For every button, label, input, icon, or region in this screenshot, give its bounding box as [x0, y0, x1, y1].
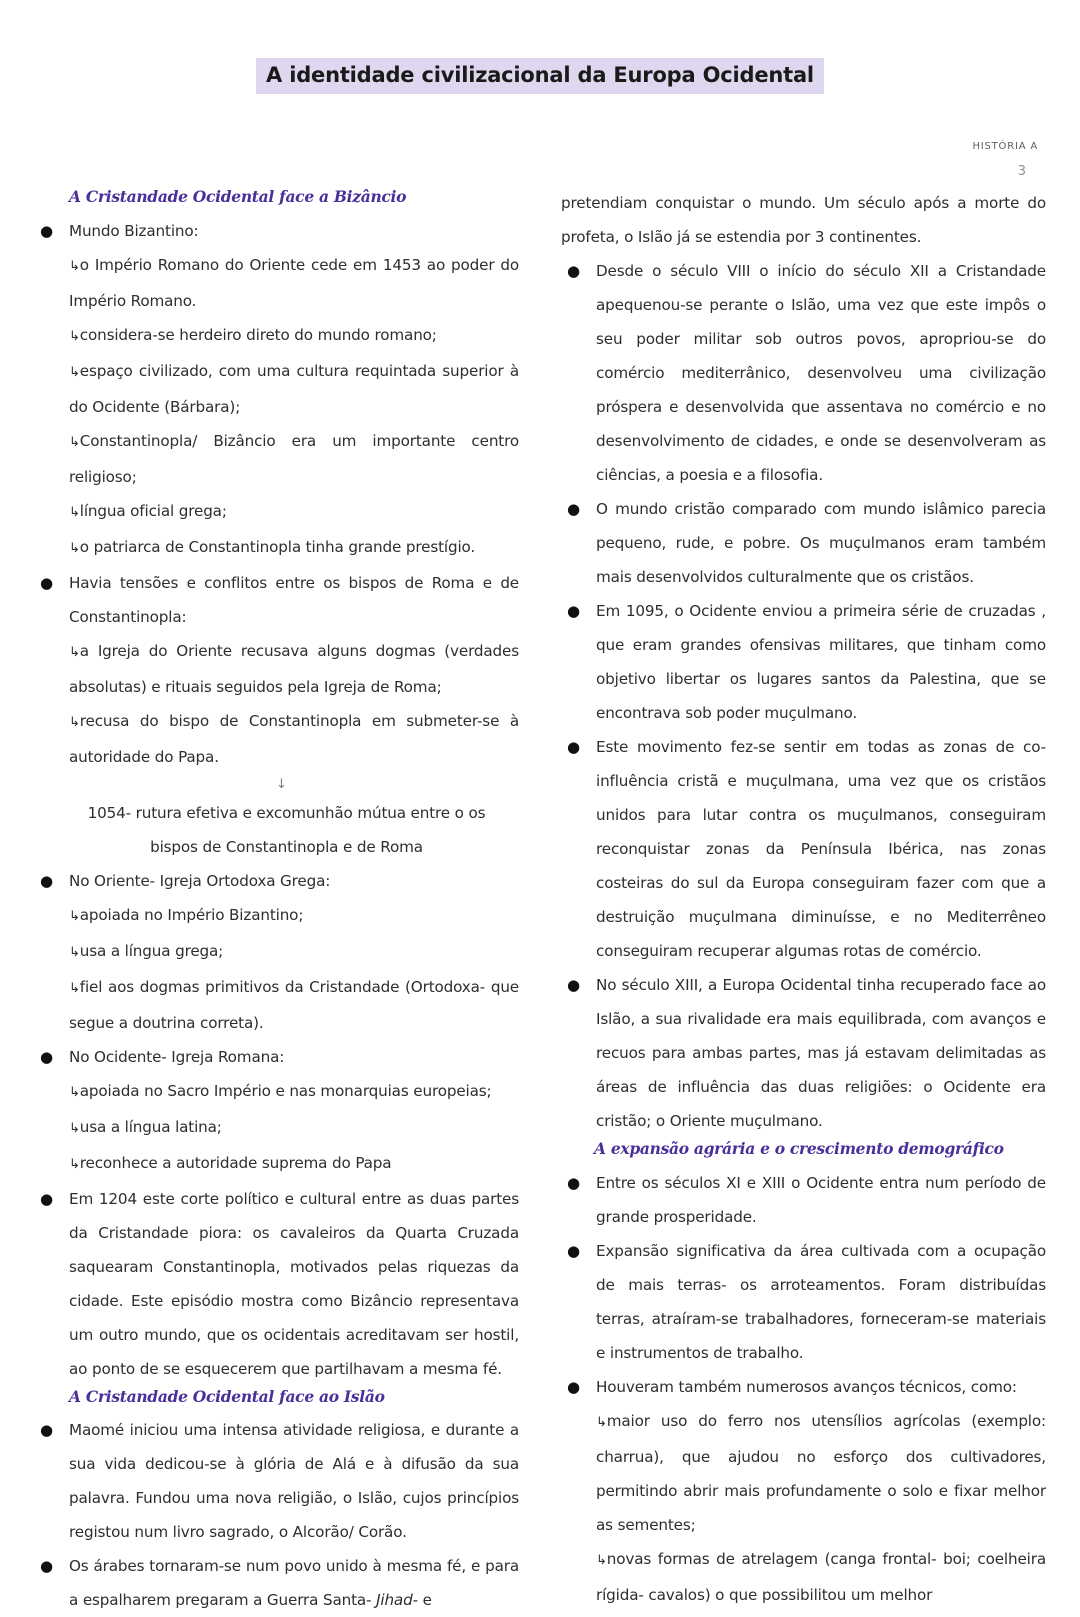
- running-header: [738, 141, 1038, 179]
- bullet-item: [34, 1549, 519, 1617]
- sub-arrow-icon: ↳: [69, 908, 80, 924]
- bullet-dot-icon: ●: [567, 262, 581, 280]
- sub-bullet-item: [69, 898, 519, 934]
- bullet-dot-icon: ●: [567, 1241, 581, 1260]
- bullet-dot-icon: ●: [40, 221, 54, 240]
- bullet-item: [561, 594, 1046, 730]
- bullet-item: [561, 1166, 1046, 1234]
- bullet-dot-icon: ●: [40, 871, 54, 890]
- sub-arrow-icon: ↳: [69, 644, 80, 660]
- bullet-text: Em 1095, o Ocidente enviou a primeira série de cruzadas , que eram grandes ofensivas militares, que tinham como objetivo libertar os lugares santos da Palestina, que se encontrava sob poder muçulmano.: [596, 602, 1046, 722]
- sub-arrow-icon: ↳: [69, 328, 80, 344]
- sub-bullet-text: apoiada no Sacro Império e nas monarquias europeias;: [79, 1081, 492, 1100]
- left-column: [34, 186, 519, 1617]
- sub-bullet-item: [69, 424, 519, 494]
- bullet-dot-icon: ●: [40, 1047, 54, 1066]
- sub-arrow-icon: ↳: [69, 944, 80, 960]
- sub-arrow-icon: ↳: [69, 434, 80, 450]
- sub-bullet-item: [596, 1404, 1046, 1542]
- two-column-body: [34, 186, 1046, 1617]
- sub-arrow-icon: ↳: [69, 364, 80, 380]
- centered-note: 1054- rutura efetiva e excomunhão mútua entre o os bispos de Constantinopla e de Roma: [87, 803, 486, 856]
- sub-bullet-text: novas formas de atrelagem (canga frontal- boi; coelheira rígida- cavalos) o que possibilitou um melhor: [596, 1549, 1046, 1604]
- sub-bullet-item: [69, 970, 519, 1040]
- bullet-dot-icon: ●: [40, 1557, 54, 1576]
- bullet-text-italic-term: Jihad: [376, 1591, 413, 1610]
- sub-bullet-item: [69, 530, 519, 566]
- bullet-dot-icon: ●: [567, 602, 581, 620]
- sub-bullet-text: usa a língua grega;: [79, 941, 224, 960]
- section-heading-cristandade-bizancio: A Cristandade Ocidental face a Bizâncio: [69, 187, 407, 206]
- bullet-item: [561, 492, 1046, 594]
- bullet-item: [561, 968, 1046, 1138]
- sub-bullet-text: fiel aos dogmas primitivos da Cristandade (Ortodoxa- que segue a doutrina correta).: [69, 977, 519, 1032]
- bullet-dot-icon: ●: [40, 1421, 54, 1440]
- right-column: [561, 186, 1046, 1617]
- sub-arrow-icon: ↳: [69, 540, 80, 556]
- sub-bullet-item: [69, 354, 519, 424]
- sub-bullet-item: [69, 634, 519, 704]
- sub-bullet-text: recusa do bispo de Constantinopla em submeter-se à autoridade do Papa.: [69, 711, 519, 766]
- sub-arrow-icon: ↳: [69, 1084, 80, 1100]
- section-heading-expansao-agraria: A expansão agrária e o crescimento demográfico: [594, 1139, 1004, 1158]
- bullet-text: Em 1204 este corte político e cultural entre as duas partes da Cristandade piora: os cavaleiros da Quarta Cruzada saquearam Constantinopla, motivados pelas riquezas da cidade. Este episódio mostra como Bizâncio representava um outro mundo, que os ocidentais acreditavam ser hostil, ao ponto de se esquecerem que partilhavam a mesma fé.: [69, 1189, 519, 1378]
- bullet-text: Entre os séculos XI e XIII o Ocidente entra num período de grande prosperidade.: [596, 1173, 1046, 1226]
- sub-bullet-item: [596, 1542, 1046, 1612]
- bullet-text: No século XIII, a Europa Ocidental tinha recuperado face ao Islão, a sua rivalidade era mais equilibrada, com avanços e recuos para ambas partes, mas já estavam delimitadas as áreas de influência das duas religiões: o Ocidente era cristão; o Oriente muçulmano.: [596, 976, 1046, 1130]
- bullet-item: [34, 1040, 519, 1074]
- sub-bullet-text: maior uso do ferro nos utensílios agrícolas (exemplo: charrua), que ajudou no esforço dos cultivadores, permitindo abrir mais profundamente o solo e fixar melhor as sementes;: [596, 1411, 1046, 1534]
- sub-arrow-icon: ↳: [69, 1120, 80, 1136]
- bullet-item: [34, 1182, 519, 1386]
- bullet-text: Este movimento fez-se sentir em todas as zonas de co-influência cristã e muçulmana, uma vez que os cristãos unidos para lutar contra os muçulmanos, conseguiram reconquistar zonas da Península Ibérica, nas zonas costeiras do sul da Europa conseguiram fazer com que a destruição muçulmana diminuísse, e no Mediterrêneo conseguiram recuperar algumas rotas de comércio.: [596, 738, 1046, 960]
- bullet-item: [561, 730, 1046, 968]
- sub-arrow-icon: ↳: [69, 258, 80, 274]
- course-label: HISTÓRIA A: [972, 141, 1038, 152]
- bullet-text: Expansão significativa da área cultivada com a ocupação de mais terras- os arroteamentos. Foram distribuídas terras, atraíram-se trabalhadores, forneceram-se materiais e instrumentos de trabalho.: [596, 1241, 1046, 1362]
- bullet-dot-icon: ●: [567, 500, 581, 518]
- bullet-item: [34, 864, 519, 898]
- continuation-paragraph: pretendiam conquistar o mundo. Um século após a morte do profeta, o Islão já se estendia por 3 continentes.: [561, 194, 1046, 246]
- sub-bullet-text: o patriarca de Constantinopla tinha grande prestígio.: [79, 537, 476, 556]
- bullet-text-part-2: - e: [412, 1591, 432, 1610]
- bullet-text: Houveram também numerosos avanços técnicos, como:: [596, 1377, 1017, 1396]
- sub-bullet-item: [69, 934, 519, 970]
- sub-arrow-icon: ↳: [69, 714, 80, 730]
- sub-bullet-text: língua oficial grega;: [79, 501, 227, 520]
- sub-bullet-item: [69, 248, 519, 318]
- bullet-text: No Oriente- Igreja Ortodoxa Grega:: [69, 871, 331, 890]
- sub-bullet-text: apoiada no Império Bizantino;: [79, 905, 304, 924]
- sub-bullet-item: [69, 494, 519, 530]
- bullet-dot-icon: ●: [567, 738, 581, 756]
- bullet-dot-icon: ●: [567, 1377, 581, 1396]
- sub-arrow-icon: ↳: [69, 504, 80, 520]
- bullet-text: Havia tensões e conflitos entre os bispos de Roma e de Constantinopla:: [69, 573, 519, 626]
- page-title: A identidade civilizacional da Europa Ocidental: [256, 58, 824, 94]
- bullet-text: Desde o século VIII o início do século XII a Cristandade apequenou-se perante o Islão, uma vez que este impôs o seu poder militar sob outros povos, apropriou-se do comércio mediterrânico, desenvolveu uma civilização próspera e desenvolvida que assentava no comércio e no desenvolvimento de cidades, e onde se desenvolveram as ciências, a poesia e a filosofia.: [596, 262, 1046, 484]
- bullet-text: [69, 1549, 519, 1617]
- bullet-item: [34, 214, 519, 248]
- bullet-dot-icon: ●: [40, 573, 54, 592]
- sub-bullet-text: a Igreja do Oriente recusava alguns dogmas (verdades absolutas) e rituais seguidos pela Igreja de Roma;: [69, 641, 519, 696]
- sub-bullet-text: o Império Romano do Oriente cede em 1453 ao poder do Império Romano.: [69, 255, 519, 310]
- sub-bullet-item: [69, 1146, 519, 1182]
- sub-bullet-item: [69, 318, 519, 354]
- title-bar: [0, 58, 1080, 94]
- bullet-text: O mundo cristão comparado com mundo islâmico parecia pequeno, rude, e pobre. Os muçulmanos eram também mais desenvolvidos culturalmente que os cristãos.: [596, 500, 1046, 586]
- sub-bullet-text: espaço civilizado, com uma cultura requintada superior à do Ocidente (Bárbara);: [69, 361, 519, 416]
- bullet-text-part-1: Os árabes tornaram-se num povo unido à mesma fé, e para a espalharem pregaram a Guerra Santa-: [69, 1557, 519, 1610]
- page-number: 3: [1017, 164, 1026, 179]
- bullet-text: Maomé iniciou uma intensa atividade religiosa, e durante a sua vida dedicou-se à glória de Alá e à difusão da sua palavra. Fundou uma nova religião, o Islão, cujos princípios registou num livro sagrado, o Alcorão/ Corão.: [69, 1421, 519, 1542]
- sub-arrow-icon: ↳: [69, 980, 80, 996]
- sub-bullet-text: reconhece a autoridade suprema do Papa: [79, 1153, 392, 1172]
- sub-arrow-icon: ↳: [596, 1414, 607, 1430]
- bullet-item: [34, 566, 519, 634]
- bullet-text: Mundo Bizantino:: [69, 221, 199, 240]
- sub-bullet-item: [69, 704, 519, 774]
- sub-bullet-item: [69, 1110, 519, 1146]
- sub-bullet-text: Constantinopla/ Bizâncio era um importante centro religioso;: [69, 431, 519, 486]
- sub-bullet-item: [69, 1074, 519, 1110]
- section-heading-cristandade-islao: A Cristandade Ocidental face ao Islão: [69, 1386, 385, 1406]
- bullet-item: [561, 1234, 1046, 1370]
- sub-bullet-text: usa a língua latina;: [79, 1117, 222, 1136]
- bullet-item: [34, 1413, 519, 1549]
- bullet-item: [561, 1370, 1046, 1404]
- bullet-item: [561, 254, 1046, 492]
- sub-bullet-text: considera-se herdeiro direto do mundo romano;: [79, 325, 437, 344]
- bullet-dot-icon: ●: [567, 976, 581, 994]
- sub-arrow-icon: ↳: [69, 1156, 80, 1172]
- bullet-dot-icon: ●: [40, 1189, 54, 1208]
- sub-arrow-icon: ↳: [596, 1552, 607, 1568]
- bullet-text: No Ocidente- Igreja Romana:: [69, 1047, 285, 1066]
- bullet-dot-icon: ●: [567, 1173, 581, 1192]
- down-arrow-icon: ↓: [276, 776, 287, 792]
